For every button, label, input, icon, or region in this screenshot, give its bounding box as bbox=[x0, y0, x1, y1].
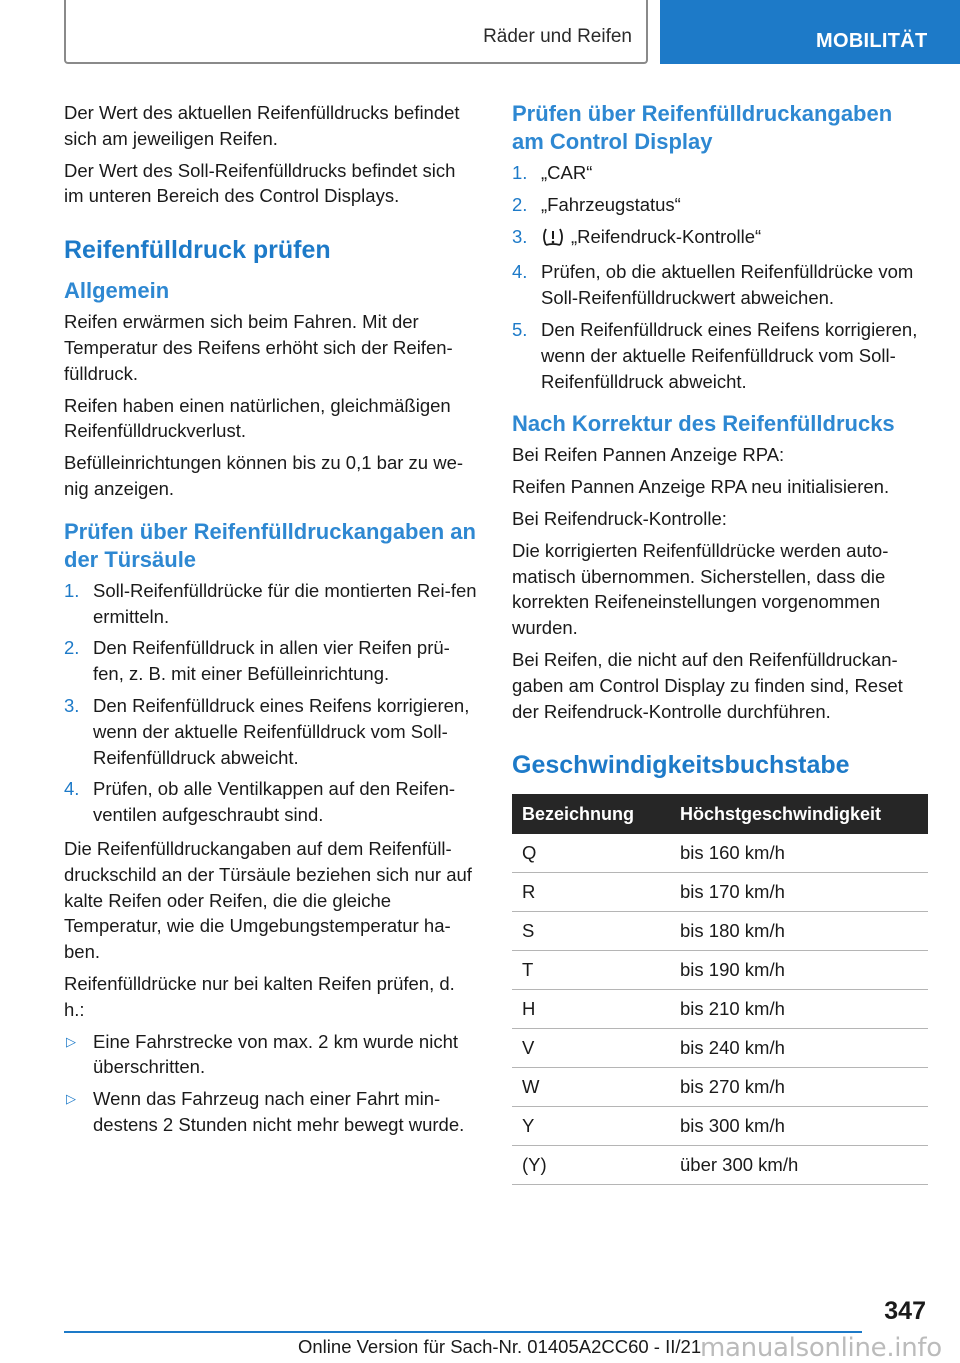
step-text: Den Reifenfülldruck eines Reifens korrigieren, wenn der aktuelle Reifenfülldruck vom Soll-Reifenfülldruck abweicht. bbox=[93, 694, 470, 768]
list-item bbox=[512, 160, 930, 186]
heading-control-display: Prüfen über Reifenfülldruckangaben am Control Display bbox=[512, 101, 893, 154]
speed-code: H bbox=[512, 990, 670, 1029]
list-item bbox=[512, 192, 930, 218]
speed-code: W bbox=[512, 1068, 670, 1107]
table-row bbox=[512, 1029, 928, 1068]
section-title: Räder und Reifen bbox=[483, 26, 632, 47]
step-text: „Reifendruck-Kontrolle“ bbox=[571, 225, 762, 247]
table-row bbox=[512, 912, 928, 951]
table-row bbox=[512, 1146, 928, 1185]
list-item bbox=[512, 224, 930, 254]
heading-nach-korrektur: Nach Korrektur des Reifenfülldrucks bbox=[512, 411, 895, 437]
speed-value: bis 300 km/h bbox=[670, 1107, 928, 1146]
step-number: 4. bbox=[512, 261, 528, 283]
step-text: „CAR“ bbox=[541, 162, 593, 183]
triangle-bullet-icon: ▷ bbox=[66, 1033, 76, 1049]
table-row bbox=[512, 1107, 928, 1146]
step-number: 4. bbox=[64, 778, 80, 800]
allgemein-paragraph-2: Reifen haben einen natürlichen, gleichmäßigen Reifenfülldruckverlust. bbox=[64, 394, 451, 442]
speed-value: bis 160 km/h bbox=[670, 834, 928, 873]
speed-code: T bbox=[512, 951, 670, 990]
chapter-tab[interactable]: MOBILITÄT bbox=[660, 0, 960, 64]
list-item bbox=[64, 1086, 480, 1138]
step-text: „Fahrzeugstatus“ bbox=[541, 193, 681, 215]
korrektur-paragraph-1: Bei Reifen Pannen Anzeige RPA: bbox=[512, 444, 785, 466]
tuersaeule-paragraph-2: Reifenfülldrücke nur bei kalten Reifen prüfen, d. h.: bbox=[64, 972, 455, 1020]
condition-bullets bbox=[64, 1029, 480, 1138]
intro-paragraph-2: Der Wert des Soll-Reifenfülldrucks befindet sich im unteren Bereich des Control Displays. bbox=[64, 159, 456, 207]
tuersaeule-steps bbox=[64, 578, 480, 828]
table-row bbox=[512, 990, 928, 1029]
step-number: 2. bbox=[512, 193, 528, 215]
table-header-row bbox=[512, 794, 928, 834]
speed-value: bis 210 km/h bbox=[670, 990, 928, 1029]
column-header-hoechstgeschwindigkeit: Höchstgeschwindigkeit bbox=[670, 794, 928, 834]
speed-value: bis 170 km/h bbox=[670, 873, 928, 912]
allgemein-paragraph-1: Reifen erwärmen sich beim Fahren. Mit der Temperatur des Reifens erhöht sich der Reifen-fülldruck. bbox=[64, 311, 453, 384]
list-item bbox=[512, 317, 930, 394]
korrektur-paragraph-5: Bei Reifen, die nicht auf den Reifenfülldruckan-gaben am Control Display zu finden sind, Reset der Reifendruck-Kontrolle durchführen. bbox=[512, 648, 903, 722]
step-number: 1. bbox=[512, 162, 528, 183]
list-item bbox=[64, 776, 480, 828]
step-number: 3. bbox=[512, 225, 528, 247]
watermark-logo: manualsonline.info bbox=[700, 1333, 942, 1363]
table-row bbox=[512, 834, 928, 873]
speed-code: R bbox=[512, 873, 670, 912]
speed-code: Y bbox=[512, 1107, 670, 1146]
right-column bbox=[512, 100, 930, 1185]
page-number: 347 bbox=[884, 1297, 926, 1325]
header-section-box bbox=[64, 0, 648, 64]
speed-value: bis 190 km/h bbox=[670, 951, 928, 990]
heading-reifenfuelldruck-pruefen: Reifenfülldruck prüfen bbox=[64, 236, 331, 265]
step-number: 2. bbox=[64, 637, 80, 659]
list-item bbox=[512, 259, 930, 311]
bullet-text: Eine Fahrstrecke von max. 2 km wurde nicht überschritten. bbox=[93, 1030, 459, 1078]
list-item bbox=[64, 693, 480, 770]
tuersaeule-paragraph-1: Die Reifenfülldruckangaben auf dem Reifenfüll-druckschild an der Türsäule beziehen sich nur auf kalte Reifen oder Reifen, die die gleiche Temperatur, wie die Umgebungstemperatur ha-ben. bbox=[64, 837, 472, 963]
heading-tuersaeule: Prüfen über Reifenfülldruckangaben an der Türsäule bbox=[64, 518, 476, 572]
speed-code: Q bbox=[512, 834, 670, 873]
table-row bbox=[512, 951, 928, 990]
step-text: Prüfen, ob die aktuellen Reifenfülldrücke vom Soll-Reifenfülldruckwert abweichen. bbox=[541, 261, 914, 309]
tire-pressure-warning-icon bbox=[541, 227, 565, 254]
korrektur-paragraph-2: Reifen Pannen Anzeige RPA neu initialisieren. bbox=[512, 476, 890, 498]
column-header-bezeichnung: Bezeichnung bbox=[512, 794, 670, 834]
footer-version-text: Online Version für Sach-Nr. 01405A2CC60 - II/21 bbox=[298, 1336, 702, 1357]
control-steps bbox=[512, 160, 930, 394]
korrektur-paragraph-3: Bei Reifendruck-Kontrolle: bbox=[512, 507, 727, 529]
table-row bbox=[512, 1068, 928, 1107]
heading-allgemein: Allgemein bbox=[64, 278, 170, 304]
list-item bbox=[64, 578, 480, 630]
step-text: Prüfen, ob alle Ventilkappen auf den Reifen-ventilen aufgeschraubt sind. bbox=[93, 778, 456, 826]
step-text: Soll-Reifenfülldrücke für die montierten Rei-fen ermitteln. bbox=[93, 579, 477, 627]
table-row bbox=[512, 873, 928, 912]
speed-value: bis 270 km/h bbox=[670, 1068, 928, 1107]
bullet-text: Wenn das Fahrzeug nach einer Fahrt min-destens 2 Stunden nicht mehr bewegt wurde. bbox=[93, 1088, 465, 1135]
speed-value: bis 180 km/h bbox=[670, 912, 928, 951]
korrektur-paragraph-4: Die korrigierten Reifenfülldrücke werden auto-matisch übernommen. Sicherstellen, dass die korrekten Reifeneinstellungen vorgenommen wurden. bbox=[512, 539, 889, 639]
heading-geschwindigkeitsbuchstabe: Geschwindigkeitsbuchstabe bbox=[512, 751, 850, 780]
step-text: Den Reifenfülldruck in allen vier Reifen prü-fen, z. B. mit einer Befülleinrichtung. bbox=[93, 637, 450, 685]
step-text: Den Reifenfülldruck eines Reifens korrigieren, wenn der aktuelle Reifenfülldruck vom Soll-Reifenfülldruck abweicht. bbox=[541, 318, 918, 392]
list-item bbox=[64, 1029, 480, 1081]
intro-paragraph-1: Der Wert des aktuellen Reifenfülldrucks befindet sich am jeweiligen Reifen. bbox=[64, 102, 460, 149]
speed-code: (Y) bbox=[512, 1146, 670, 1185]
step-number: 1. bbox=[64, 579, 80, 601]
triangle-bullet-icon: ▷ bbox=[66, 1091, 76, 1107]
speed-value: bis 240 km/h bbox=[670, 1029, 928, 1068]
speed-code: S bbox=[512, 912, 670, 951]
step-number: 3. bbox=[64, 694, 80, 716]
speed-code: V bbox=[512, 1029, 670, 1068]
speed-value: über 300 km/h bbox=[670, 1146, 928, 1185]
speed-rating-table bbox=[512, 794, 928, 1185]
list-item bbox=[64, 635, 480, 687]
step-number: 5. bbox=[512, 318, 528, 340]
allgemein-paragraph-3: Befülleinrichtungen können bis zu 0,1 bar zu we-nig anzeigen. bbox=[64, 452, 464, 499]
left-column bbox=[64, 100, 480, 1144]
